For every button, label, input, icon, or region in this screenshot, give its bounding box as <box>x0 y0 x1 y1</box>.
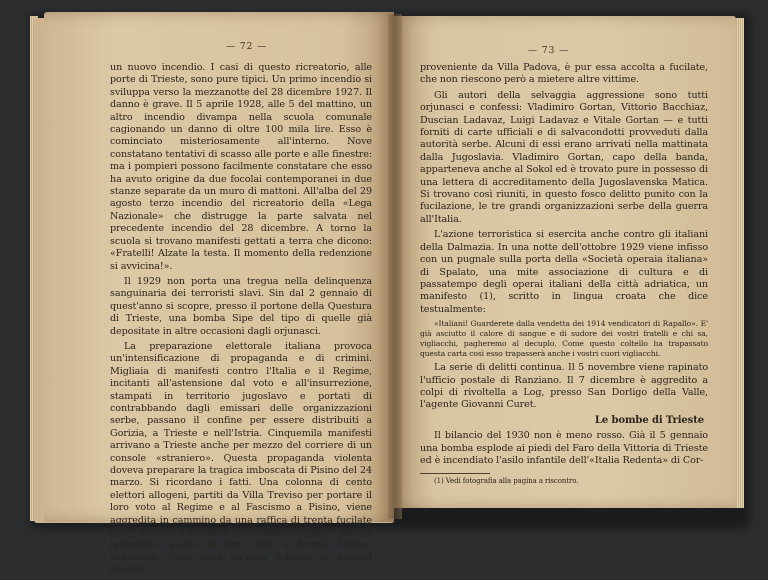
paragraph: un nuovo incendio. I casi di questo ricreatorio, alle porte di Trieste, sono pure tipici. Un primo incendio si sviluppa verso la mezzanotte del 28 dicembre 1927. Il danno è grave. Il 5 aprile 1928, alle 5 del mattino, un altro incendio divampa nella scuola comunale cagionando un danno di oltre 100 mila lire. Esso è cominciato misteriosamente all'interno. Nove constatano tentativi di scasso alle porte e alle finestre: ma i pompieri possono facilmente constatare che esso ha avuto origine da due focolai contemporanei in due stanze separate da un muro di mattoni. All'alba del 29 agosto terzo incendio del ricreatorio della «Lega Nazionale» che distrugge la parte salvata nel precedente incendio del 28 dicembre. A torno la scuola si trovano manifesti gettati a terra che dicono: «Fratelli! Alzate la testa. Il momento della redenzione si avvicina!». <box>110 62 372 272</box>
footnote: (1) Vedi fotografia alla pagina a riscontro. <box>434 477 579 486</box>
paragraph: proveniente da Villa Padova, è pur essa accolta a fucilate, che non riescono però a mietere altre vittime. <box>420 62 708 86</box>
right-page-number: — 73 — <box>528 46 570 56</box>
right-page-edges <box>736 18 744 508</box>
left-page-text <box>110 62 372 580</box>
manifesto-quote: «Italiani! Guarderete dalla vendetta dei 1914 vendicatori di Rapallo». E' già asciutto il calore di sangue e di sudore dei vostri fratelli e chi sa, vigliacchi, pagheremo al decuplo. Come questo coltello ha trapassato questa carta così esso trapasserà anche i vostri cuori vigliacchi. <box>420 319 708 359</box>
paragraph: La preparazione elettorale italiana provoca un'intensificazione di propaganda e di crimini. Migliaia di manifesti contro l'Italia e il Regime, incitanti all'astensione dal voto e all'insurrezione, stampati in territorio jugoslavo e portati di contrabbando dagli emissari delle organizzazioni serbe, passano il confine per essere distribuiti a Gorizia, a Trieste e nell'Istria. Cinquemila manifesti arrivano a Trieste anche per mezzo del corriere di un console «straniero». Questa propaganda violenta doveva preparare la tragica imboscata di Pisino del 24 marzo. Si ricordano i fatti. Una colonna di cento elettori allogeni, partiti da Villa Treviso per portare il loro voto al Regime e al Fascismo a Pisino, viene aggredita in cammino da una raffica di trenta fucilate che uccide l'allogeno Giovanni Tuctan, onesto lavoratore, padre di dieci figli, e ferisce Matteo Brasovich. Poco dopo un'altra colonna di elettori allogeni, <box>110 340 372 576</box>
paragraph: Il 1929 non porta una tregua nella delinquenza sanguinaria dei terroristi slavi. Sin dal 2 gennaio di quest'anno si scopre, presso il portone della Questura di Trieste, una bomba Sipe del tipo di quelle già depositate in altre occasioni dagli orjunasci. <box>110 275 372 337</box>
left-page-number: — 72 — <box>226 42 268 52</box>
paragraph: L'azione terroristica si esercita anche contro gli italiani della Dalmazia. In una notte dell'ottobre 1929 viene infisso con un pugnale sulla porta della «Società operaia italiana» di Spalato, una mite associazione di cultura e di passatempo degli operai italiani della città adriatica, un manifesto (1), scritto in lingua croata che dice testualmente: <box>420 229 708 315</box>
right-page-text <box>420 62 708 489</box>
book-gutter <box>388 14 402 519</box>
paragraph: Gli autori della selvaggia aggressione sono tutti orjunasci e confessi: Vladimiro Gortan, Vittorio Bacchiaz, Duscian Ladavaz, Luigi Ladavaz e Vitale Gortan — e tutti forniti di carte ufficiali e di salvacondotti provveduti dalla autorità serbe. Alcuni di essi erano arrivati nella mattinata dalla Jugoslavia. Vladimiro Gortan, capo della banda, apparteneva anche al Sokol ed è trovato pure in possesso di una lettera di accreditamento della Jugoslavenska Matica. Si trovano così riuniti, in questo fosco delitto punito con la fucilazione, le tre grandi organizzazioni serbe della guerra all'Italia. <box>420 89 708 225</box>
paragraph: La serie di delitti continua. Il 5 novembre viene rapinato l'ufficio postale di Ranziano. Il 7 dicembre è aggredito a colpi di rivoltella a Log, presso San Dorligo della Valle, l'agente Giovanni Curet. <box>420 362 708 411</box>
section-title: Le bombe di Trieste <box>594 414 704 426</box>
paragraph: Il bilancio del 1930 non è meno rosso. Già il 5 gennaio una bomba esplode ai piedi del Faro della Vittoria di Trieste ed è incendiato l'asilo infantile dell'«Italia Redenta» di Cor- <box>420 430 708 466</box>
footnote-rule <box>420 473 490 474</box>
